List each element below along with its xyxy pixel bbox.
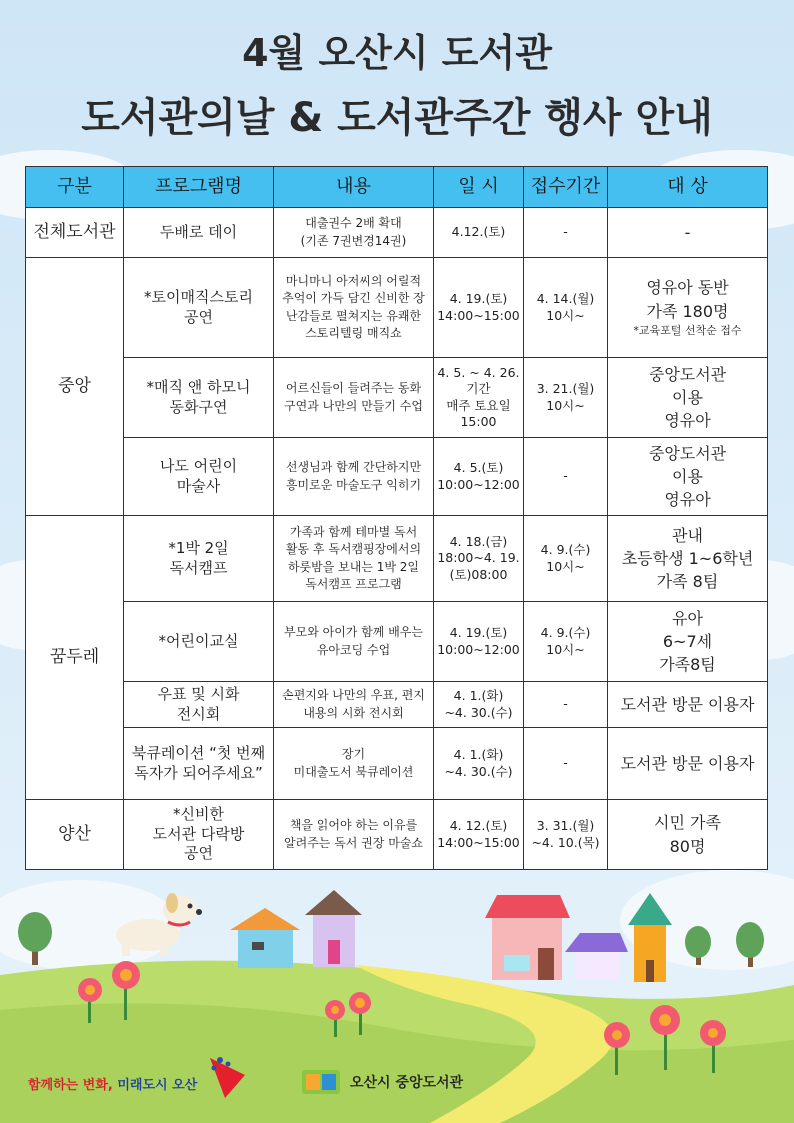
text-line: 전시회 [176, 704, 221, 723]
header-program: 프로그램명 [124, 167, 274, 208]
text-line: 4. 1.(화) [453, 747, 504, 763]
text-line: 10시~ [546, 397, 585, 413]
text-line: 매주 토요일 [446, 397, 511, 413]
text-line: 내용의 시화 전시회 [303, 705, 404, 720]
page-subtitle: 도서관의날 & 도서관주간 행사 안내 [81, 95, 713, 141]
text-line: 이용 [672, 466, 703, 486]
text-line: 이용 [672, 387, 703, 407]
text-line: 선생님과 함께 간단하지만 [285, 460, 422, 475]
text-line: 10시~ [546, 558, 585, 574]
text-line: 4.12.(토) [451, 224, 506, 240]
text-line: 공연 [184, 844, 213, 863]
text-line: 독서캠프 [169, 558, 228, 577]
text-line: 10:00~12:00 [437, 476, 520, 492]
text-line: 도서관 방문 이용자 [620, 753, 755, 773]
text-line: 중앙도서관 [648, 364, 727, 384]
house-icon [628, 893, 672, 982]
text-line: 4. 19.(토) [449, 625, 508, 641]
house-icon [305, 890, 362, 967]
text-line: 6~7세 [662, 631, 713, 651]
library-logo-icon [302, 1070, 340, 1094]
text-line: 10시~ [546, 307, 585, 323]
text-line: 알려주는 독서 권장 마술쇼 [284, 835, 423, 850]
text-line: 장기 [341, 747, 366, 762]
text-line: - [563, 755, 568, 771]
text-line: 도서관 다락방 [152, 824, 245, 843]
text-line: 18:00~4. 19. [437, 550, 520, 566]
text-line: 관내 [672, 525, 703, 545]
category-cell: 중앙 [26, 258, 124, 516]
dog-icon [116, 893, 202, 956]
text-line: *매직 앤 하모니 [146, 378, 251, 396]
text-line: 15:00 [460, 413, 497, 429]
text-line: 가족 8팀 [656, 572, 719, 592]
header-category: 구분 [26, 167, 124, 208]
text-line: 4. 19.(토) [449, 291, 508, 307]
text-line: 두배로 데이 [159, 222, 238, 241]
text-line: 마니마니 아저씨의 어릴적 [285, 273, 422, 288]
text-line: 유아 [672, 608, 703, 628]
text-line: 하룻밤을 보내는 1박 2일 [287, 559, 420, 574]
text-line: 활동 후 독서캠핑장에서의 [285, 542, 422, 557]
slogan-red: 함께하는 변화, [28, 1078, 118, 1093]
text-line: 시민 가족 [654, 813, 721, 833]
text-line: 4. 14.(월) [536, 291, 595, 307]
target-note: *교육포털 선착순 접수 [633, 323, 742, 337]
category-cell: 양산 [26, 800, 124, 870]
text-line: 초등학생 1~6학년 [621, 548, 754, 568]
tree-icon [685, 926, 711, 965]
category-cell: 꿈두레 [26, 516, 124, 800]
text-line: 나도 어린이 [159, 457, 238, 475]
text-line: 14:00~15:00 [437, 834, 520, 850]
text-line: 스토리텔링 매직쇼 [305, 325, 402, 340]
text-line: *신비한 [173, 805, 224, 824]
text-line: 유아코딩 수업 [316, 642, 391, 657]
text-line: 4. 1.(화) [453, 688, 504, 704]
text-line: 10:00~12:00 [437, 641, 520, 657]
text-line: 4. 5.(토) [453, 460, 504, 476]
page-title: 4월 오산시 도서관 [242, 31, 552, 75]
header-content: 내용 [274, 167, 434, 208]
text-line: 4. 9.(수) [540, 542, 591, 558]
text-line: *1박 2일 [168, 539, 229, 557]
house-icon [565, 933, 628, 980]
slogan-blue: 미래도시 오산 [117, 1078, 198, 1093]
text-line: 80명 [669, 836, 706, 856]
city-slogan [28, 1074, 197, 1093]
house-icon [485, 895, 570, 980]
header-registration: 접수기간 [524, 167, 608, 208]
text-line: 흥미로운 마술도구 익히기 [285, 477, 422, 492]
text-line: 가족과 함께 테마별 독서 [289, 524, 418, 539]
text-line: 책을 읽어야 하는 이유를 [289, 818, 418, 833]
text-line: 북큐레이션 “첫 번째 [131, 744, 266, 762]
text-line: 손편지와 나만의 우표, 편지 [282, 688, 425, 703]
text-line: 마술사 [176, 476, 221, 495]
text-line: 대출권수 2배 확대 [305, 216, 402, 231]
category-cell: 전체도서관 [26, 208, 124, 258]
house-icon [230, 908, 300, 968]
text-line: 독서캠프 프로그램 [305, 576, 402, 591]
text-line: 부모와 아이가 함께 배우는 [284, 625, 423, 640]
text-line: 3. 31.(월) [536, 818, 595, 834]
text-line: 가족 180명 [646, 301, 729, 321]
header-target: 대 상 [608, 167, 768, 208]
text-line: 도서관 방문 이용자 [620, 694, 755, 714]
text-line: 14:00~15:00 [437, 307, 520, 323]
text-line: 기간 [466, 381, 491, 397]
text-line: - [563, 696, 568, 712]
text-line: 3. 21.(월) [536, 381, 595, 397]
tree-icon [736, 922, 764, 967]
library-name: 오산시 중앙도서관 [350, 1075, 464, 1091]
text-line: 우표 및 시화 [157, 685, 240, 703]
text-line: 난감들로 펼쳐지는 유쾌한 [285, 308, 422, 323]
text-line: 동화구연 [169, 397, 228, 416]
text-line: (토)08:00 [449, 566, 508, 582]
text-line: - [563, 468, 568, 484]
text-line: *어린이교실 [158, 631, 239, 650]
text-line: 영유아 동반 [646, 278, 729, 298]
text-line: 4. 5. ~ 4. 26. [437, 365, 520, 380]
text-line: ~4. 30.(수) [444, 704, 513, 720]
text-line: 공연 [184, 307, 213, 326]
text-line: *토이매직스토리 [144, 288, 253, 306]
tree-icon [18, 912, 52, 965]
text-line: (기존 7권변경14권) [300, 233, 407, 248]
text-line: 미대출도서 북큐레이션 [293, 764, 414, 779]
text-line: - [684, 222, 691, 242]
text-line: 구연과 나만의 만들기 수업 [284, 398, 423, 413]
text-line: 영유아 [664, 411, 711, 431]
text-line: ~4. 10.(목) [531, 834, 600, 850]
text-line: 독자가 되어주세요” [134, 763, 263, 782]
text-line: 4. 18.(금) [449, 534, 508, 550]
text-line: 10시~ [546, 641, 585, 657]
text-line: 4. 9.(수) [540, 625, 591, 641]
text-line: - [563, 224, 568, 240]
text-line: 추억이 가득 담긴 신비한 장 [282, 291, 425, 306]
text-line: 가족8팀 [659, 655, 716, 675]
text-line: ~4. 30.(수) [444, 763, 513, 779]
header-date: 일 시 [434, 167, 524, 208]
text-line: 중앙도서관 [648, 443, 727, 463]
text-line: 4. 12.(토) [449, 818, 508, 834]
text-line: 영유아 [664, 490, 711, 510]
text-line: 어르신들이 들려주는 동화 [285, 381, 422, 396]
